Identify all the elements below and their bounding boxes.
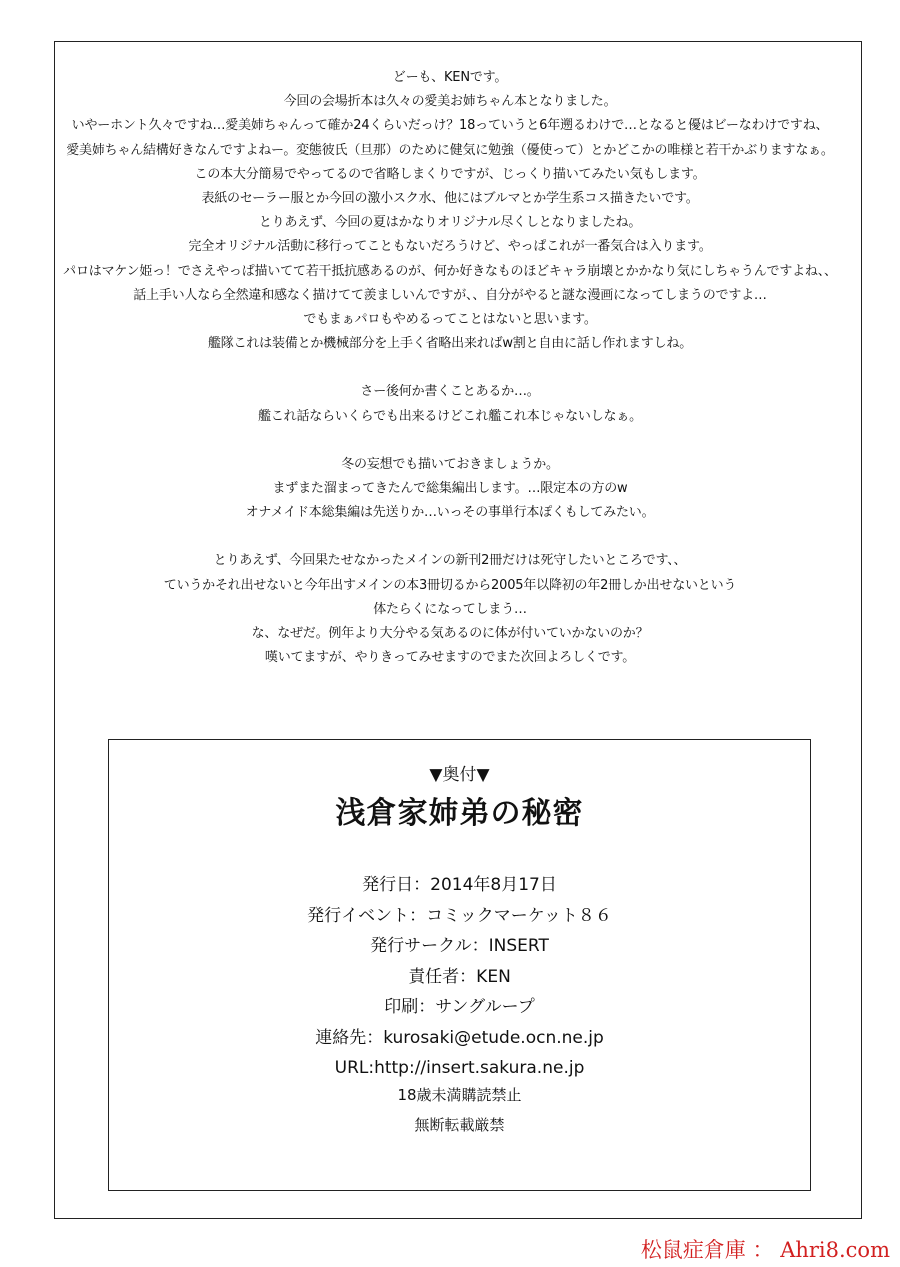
- afterword-paragraph-1: [60, 66, 840, 356]
- afterword-line: パロはマケン姫っ！でさえやっぱ描いてて若干抵抗感あるのが、何か好きなものほどキャラ崩壊とかかなり気にしちゃうんですよね、、: [63, 263, 837, 279]
- colophon-field-responsible: 責任者：KEN: [408, 966, 511, 987]
- colophon-field-circle: 発行サークル：INSERT: [370, 936, 549, 956]
- afterword-line: ていうかそれ出せないと今年出すメインの本3冊切るから2005年以降初の年2冊しか出せないという: [163, 577, 737, 593]
- afterword-line: な、なぜだ。例年より大分やる気あるのに体が付いていかないのか？: [251, 626, 649, 642]
- colophon-field-printer: 印刷：サングループ: [384, 997, 535, 1017]
- afterword-line: 嘆いてますが、やりきってみせますのでまた次回よろしくです。: [264, 650, 636, 666]
- colophon-field-event: 発行イベント：コミックマーケット８６: [307, 905, 612, 926]
- afterword-line: 今回の会場折本は久々の愛美お姉ちゃん本となりました。: [283, 94, 617, 110]
- afterword-line: 話上手い人なら全然違和感なく描けてて羨ましいんですが、、自分がやると謎な漫画になってしまうのですよ…: [133, 287, 767, 303]
- afterword-line: 冬の妄想でも描いておきましょうか。: [341, 456, 559, 472]
- afterword-line: 艦これ話ならいくらでも出来るけどこれ艦これ本じゃないしなぁ。: [258, 408, 642, 424]
- afterword-line: さー後何か書くことあるか…。: [360, 384, 540, 400]
- no-reproduction-notice: 無断転載厳禁: [414, 1116, 505, 1134]
- afterword-paragraph-2: [60, 380, 840, 428]
- afterword-line: とりあえず、今回の夏はかなりオリジナル尽くしとなりましたね。: [258, 215, 642, 231]
- colophon-field-contact: 連絡先：kurosaki@etude.ocn.ne.jp: [315, 1027, 604, 1048]
- afterword-line: いやーホント久々ですね…愛美姉ちゃんって確か24くらいだっけ？18っていうと6年遡るわけで…となると優はビーなわけですね、: [71, 118, 829, 134]
- watermark: 松鼠症倉庫 ： Ahri8.com: [640, 1238, 890, 1262]
- afterword-line: まずまた溜まってきたんで総集編出します。…限定本の方のw: [272, 481, 628, 497]
- afterword-line: 艦隊これは装備とか機械部分を上手く省略出来ればw割と自由に話し作れますしね。: [207, 336, 693, 352]
- colophon-fields: [109, 870, 810, 1084]
- colophon-heading: ▼奥付▼: [429, 765, 490, 785]
- afterword-paragraph-4: [60, 549, 840, 670]
- afterword-line: 愛美姉ちゃん結構好きなんですよねー。変態彼氏（旦那）のために健気に勉強（優使って）とかどこかの唯様と若干かぶりますなぁ。: [66, 142, 834, 158]
- afterword-line: 体たらくになってしまう…: [373, 601, 527, 617]
- age-restriction-notice: 18歳未満購読禁止: [397, 1086, 522, 1104]
- colophon-box: [108, 739, 811, 1191]
- afterword-line: とりあえず、今回果たせなかったメインの新刊2冊だけは死守したいところです、、: [213, 553, 687, 569]
- afterword: [60, 66, 840, 694]
- afterword-line: でもまぁパロもやめるってことはないと思います。: [303, 312, 597, 328]
- colophon-title: 浅倉家姉弟の秘密: [335, 796, 584, 831]
- colophon-field-url: URL:http://insert.sakura.ne.jp: [334, 1058, 585, 1078]
- afterword-line: オナメイド本総集編は先送りか…いっその事単行本ぽくもしてみたい。: [245, 505, 655, 521]
- colophon-field-issue-date: 発行日：2014年8月17日: [362, 875, 557, 895]
- afterword-line: 完全オリジナル活動に移行ってこともないだろうけど、やっぱこれが一番気合は入ります。: [188, 239, 712, 255]
- colophon-notices: [109, 1080, 810, 1140]
- afterword-paragraph-3: [60, 453, 840, 526]
- afterword-line: どーも、KENです。: [392, 70, 508, 85]
- afterword-line: 表紙のセーラー服とか今回の激小スク水、他にはブルマとか学生系コス描きたいです。: [201, 191, 699, 207]
- afterword-line: この本大分簡易でやってるので省略しまくりですが、じっくり描いてみたい気もします。: [194, 166, 706, 182]
